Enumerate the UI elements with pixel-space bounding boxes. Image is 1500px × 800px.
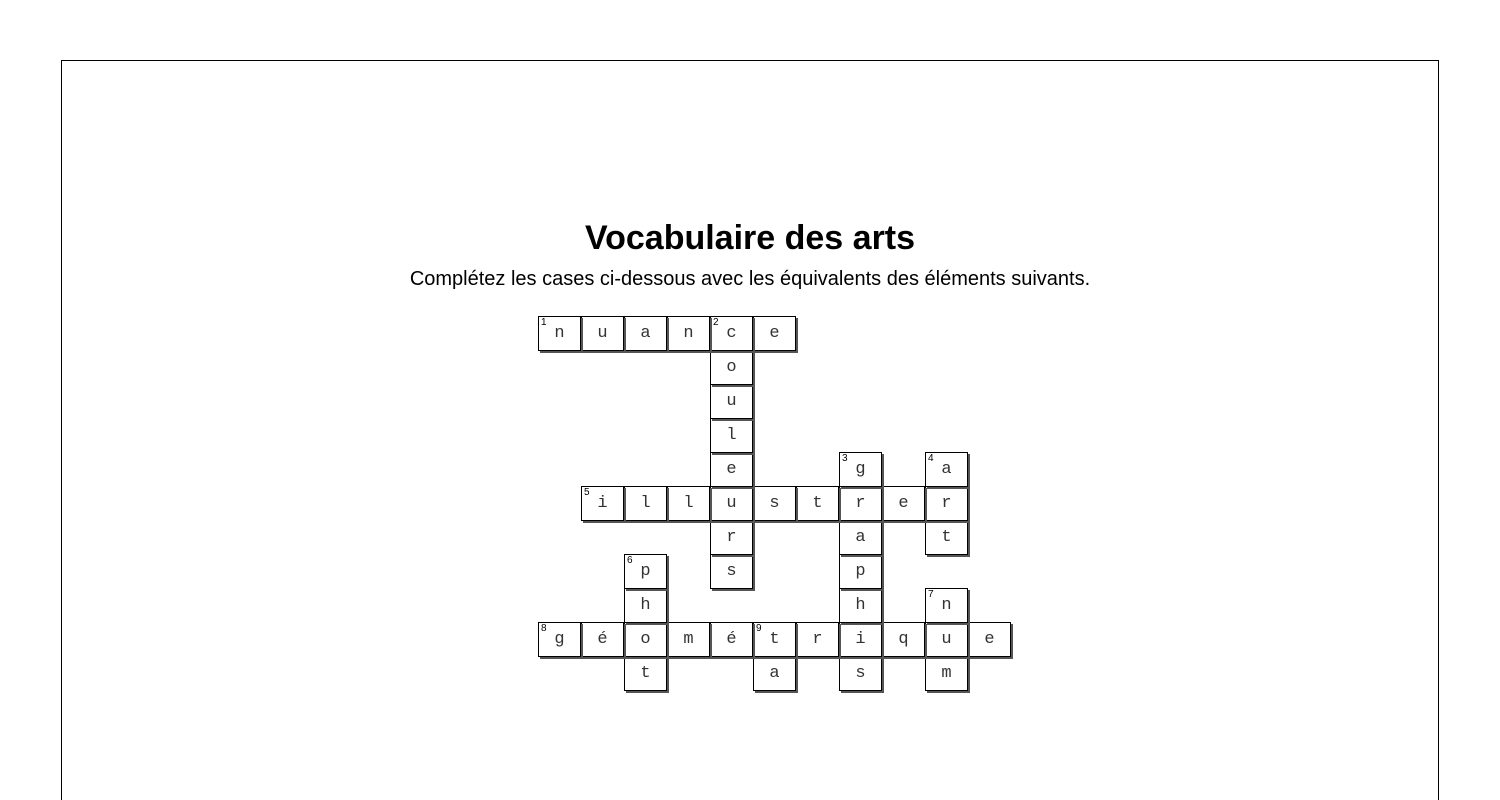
crossword-cell[interactable] bbox=[839, 588, 882, 623]
cell-letter: é bbox=[726, 630, 737, 649]
crossword-cell[interactable] bbox=[710, 384, 753, 419]
clue-number: 9 bbox=[756, 623, 762, 634]
cell-letter: m bbox=[941, 664, 952, 683]
cell-letter: s bbox=[769, 494, 780, 513]
crossword-cell[interactable] bbox=[710, 418, 753, 453]
cell-letter: m bbox=[683, 630, 694, 649]
cell-letter: a bbox=[640, 324, 651, 343]
crossword-cell[interactable] bbox=[925, 656, 968, 691]
cell-letter: u bbox=[597, 324, 608, 343]
cell-letter: h bbox=[855, 596, 866, 615]
crossword-cell[interactable] bbox=[925, 452, 968, 487]
cell-letter: l bbox=[640, 494, 651, 513]
crossword-cell[interactable] bbox=[882, 486, 925, 521]
cell-letter: g bbox=[855, 460, 866, 479]
crossword-cell[interactable] bbox=[538, 316, 581, 351]
crossword-cell[interactable] bbox=[753, 316, 796, 351]
cell-letter: o bbox=[640, 630, 651, 649]
crossword-cell[interactable] bbox=[581, 486, 624, 521]
cell-letter: r bbox=[812, 630, 823, 649]
cell-letter: e bbox=[769, 324, 780, 343]
cell-letter: t bbox=[769, 630, 780, 649]
clue-number: 3 bbox=[842, 453, 848, 464]
crossword-cell[interactable] bbox=[968, 622, 1011, 657]
crossword-cell[interactable] bbox=[710, 554, 753, 589]
cell-letter: t bbox=[812, 494, 823, 513]
crossword-cell[interactable] bbox=[624, 316, 667, 351]
cell-letter: e bbox=[726, 460, 737, 479]
crossword-cell[interactable] bbox=[581, 622, 624, 657]
crossword-cell[interactable] bbox=[925, 520, 968, 555]
crossword-cell[interactable] bbox=[753, 656, 796, 691]
crossword-cell[interactable] bbox=[839, 656, 882, 691]
crossword-cell[interactable] bbox=[925, 622, 968, 657]
cell-letter: n bbox=[554, 324, 565, 343]
cell-letter: u bbox=[941, 630, 952, 649]
clue-number: 2 bbox=[713, 317, 719, 328]
crossword-cell[interactable] bbox=[753, 622, 796, 657]
crossword-cell[interactable] bbox=[538, 622, 581, 657]
cell-letter: g bbox=[554, 630, 565, 649]
crossword-cell[interactable] bbox=[624, 554, 667, 589]
clue-number: 4 bbox=[928, 453, 934, 464]
cell-letter: n bbox=[683, 324, 694, 343]
clue-number: 7 bbox=[928, 589, 934, 600]
cell-letter: h bbox=[640, 596, 651, 615]
cell-letter: r bbox=[941, 494, 952, 513]
crossword-cell[interactable] bbox=[710, 452, 753, 487]
cell-letter: l bbox=[683, 494, 694, 513]
crossword-cell[interactable] bbox=[839, 486, 882, 521]
cell-letter: p bbox=[855, 562, 866, 581]
cell-letter: q bbox=[898, 630, 909, 649]
clue-number: 5 bbox=[584, 487, 590, 498]
crossword-cell[interactable] bbox=[839, 452, 882, 487]
cell-letter: t bbox=[941, 528, 952, 547]
crossword-cell[interactable] bbox=[839, 554, 882, 589]
crossword-cell[interactable] bbox=[753, 486, 796, 521]
crossword-cell[interactable] bbox=[667, 486, 710, 521]
page-title: Vocabulaire des arts bbox=[584, 219, 916, 257]
crossword-cell[interactable] bbox=[882, 622, 925, 657]
cell-letter: u bbox=[726, 392, 737, 411]
cell-letter: t bbox=[640, 664, 651, 683]
cell-letter: r bbox=[726, 528, 737, 547]
instructions: Complétez les cases ci-dessous avec les équivalents des éléments suivants. bbox=[409, 268, 1091, 290]
crossword-cell[interactable] bbox=[581, 316, 624, 351]
cell-letter: e bbox=[984, 630, 995, 649]
clue-number: 6 bbox=[627, 555, 633, 566]
cell-letter: a bbox=[769, 664, 780, 683]
cell-letter: s bbox=[855, 664, 866, 683]
cell-letter: l bbox=[726, 426, 737, 445]
crossword-cell[interactable] bbox=[710, 486, 753, 521]
cell-letter: i bbox=[597, 494, 608, 513]
cell-letter: é bbox=[597, 630, 608, 649]
cell-letter: o bbox=[726, 358, 737, 377]
cell-letter: n bbox=[941, 596, 952, 615]
crossword-cell[interactable] bbox=[710, 520, 753, 555]
crossword-cell[interactable] bbox=[796, 622, 839, 657]
cell-letter: u bbox=[726, 494, 737, 513]
crossword-cell[interactable] bbox=[925, 486, 968, 521]
cell-letter: e bbox=[898, 494, 909, 513]
cell-letter: i bbox=[855, 630, 866, 649]
crossword-cell[interactable] bbox=[624, 588, 667, 623]
crossword-cell[interactable] bbox=[710, 316, 753, 351]
crossword-cell[interactable] bbox=[925, 588, 968, 623]
crossword-cell[interactable] bbox=[839, 622, 882, 657]
crossword-cell[interactable] bbox=[796, 486, 839, 521]
cell-letter: c bbox=[726, 324, 737, 343]
crossword-cell[interactable] bbox=[624, 656, 667, 691]
cell-letter: a bbox=[941, 460, 952, 479]
crossword-cell[interactable] bbox=[624, 486, 667, 521]
cell-letter: r bbox=[855, 494, 866, 513]
cell-letter: a bbox=[855, 528, 866, 547]
clue-number: 1 bbox=[541, 317, 547, 328]
crossword-cell[interactable] bbox=[710, 350, 753, 385]
crossword-cell[interactable] bbox=[710, 622, 753, 657]
cell-letter: s bbox=[726, 562, 737, 581]
crossword-cell[interactable] bbox=[667, 622, 710, 657]
cell-letter: p bbox=[640, 562, 651, 581]
crossword-cell[interactable] bbox=[667, 316, 710, 351]
crossword-cell[interactable] bbox=[839, 520, 882, 555]
crossword-cell[interactable] bbox=[624, 622, 667, 657]
clue-number: 8 bbox=[541, 623, 547, 634]
